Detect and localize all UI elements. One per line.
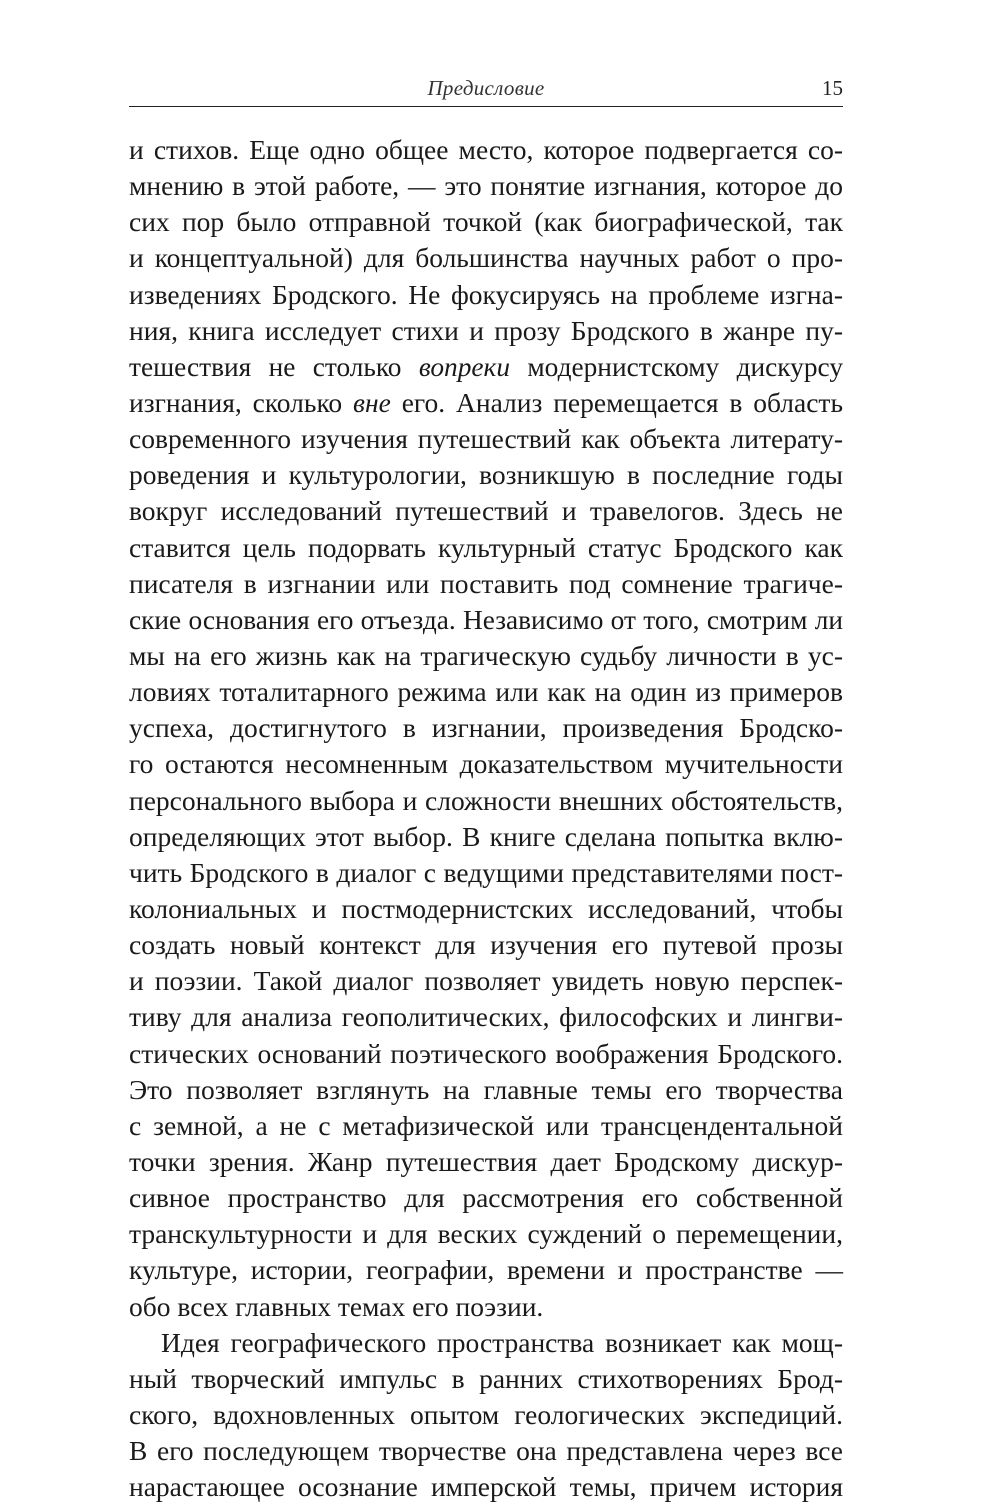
- text-line: писателя в изгнании или поставить под сомнение трагиче-: [129, 567, 843, 599]
- running-title: Предисловие: [427, 76, 545, 100]
- text-line: роведения и культурологии, возникшую в последние годы: [129, 459, 843, 491]
- body-text: [129, 132, 843, 1505]
- text-line: и поэзии. Такой диалог позволяет увидеть новую перспек-: [129, 965, 843, 997]
- text-line: Идея географического пространства возникает как мощ-: [161, 1326, 843, 1358]
- text-line: и концептуальной) для большинства научных работ о про-: [129, 242, 843, 274]
- text-run: изгнания, сколько: [129, 386, 354, 418]
- paragraph-1: [129, 132, 843, 1325]
- running-header: [129, 76, 843, 107]
- text-line: ния, книга исследует стихи и прозу Бродского в жанре пу-: [129, 314, 843, 346]
- text-line: точки зрения. Жанр путешествия дает Бродскому дискур-: [129, 1145, 843, 1177]
- text-line: ловиях тоталитарного режима или как на один из примеров: [129, 676, 843, 708]
- text-line: мнению в этой работе, — это понятие изгнания, которое до: [129, 170, 843, 202]
- text-line: определяющих этот выбор. В книге сделана попытка вклю-: [129, 820, 843, 852]
- text-line: В его последующем творчестве она представлена через все: [129, 1435, 843, 1467]
- text-run: модернистскому дискурсу: [510, 351, 843, 382]
- text-line: [129, 385, 843, 421]
- page-number: 15: [822, 76, 843, 100]
- paragraph-2: [129, 1325, 843, 1505]
- text-line: персонального выбора и сложности внешних обстоятельств,: [129, 784, 843, 816]
- text-line: с земной, а не с метафизической или трансцендентальной: [129, 1109, 843, 1141]
- italic-term: вне: [353, 386, 391, 418]
- text-line: стических оснований поэтического воображения Бродского.: [129, 1037, 843, 1069]
- text-line: ставится цель подорвать культурный статус Бродского как: [129, 531, 843, 563]
- text-line: ный творческий импульс в ранних стихотворениях Брод-: [129, 1362, 843, 1394]
- text-line: ского, вдохновленных опытом геологических экспедиций.: [129, 1398, 843, 1430]
- text-line: успеха, достигнутого в изгнании, произведения Бродско-: [129, 712, 843, 744]
- text-line: транскультурности и для веских суждений о перемещении,: [129, 1218, 843, 1250]
- text-line: обо всех главных темах его поэзии.: [129, 1290, 544, 1322]
- text-line: [129, 349, 843, 385]
- text-line: мы на его жизнь как на трагическую судьбу личности в ус-: [129, 639, 843, 671]
- text-line: чить Бродского в диалог с ведущими представителями пост-: [129, 856, 843, 888]
- text-line: вокруг исследований путешествий и травелогов. Здесь не: [129, 495, 843, 527]
- text-line: культуре, истории, географии, времени и пространстве —: [129, 1254, 843, 1286]
- text-line: сих пор было отправной точкой (как биографической, так: [129, 206, 843, 238]
- italic-term: вопреки: [418, 351, 511, 382]
- text-line: колониальных и постмодернистских исследований, чтобы: [129, 892, 843, 924]
- text-line: тиву для анализа геополитических, философских и лингви-: [129, 1001, 843, 1033]
- text-run: тешествия не столько: [129, 351, 419, 382]
- text-line: современного изучения путешествий как объекта литерату-: [129, 423, 843, 455]
- text-line: Это позволяет взглянуть на главные темы его творчества: [129, 1073, 843, 1105]
- text-line: и стихов. Еще одно общее место, которое подвергается со-: [129, 134, 843, 165]
- text-line: ские основания его отъезда. Независимо от того, смотрим ли: [129, 604, 843, 635]
- text-line: нарастающее осознание имперской темы, причем история: [129, 1471, 843, 1503]
- text-line: сивное пространство для рассмотрения его собственной: [129, 1182, 843, 1214]
- text-line: создать новый контекст для изучения его путевой прозы: [129, 929, 843, 961]
- text-line: го остаются несомненным доказательством мучительности: [129, 748, 843, 780]
- text-line: изведениях Бродского. Не фокусируясь на проблеме изгна-: [129, 278, 843, 310]
- text-run: его. Анализ перемещается в область: [390, 386, 843, 418]
